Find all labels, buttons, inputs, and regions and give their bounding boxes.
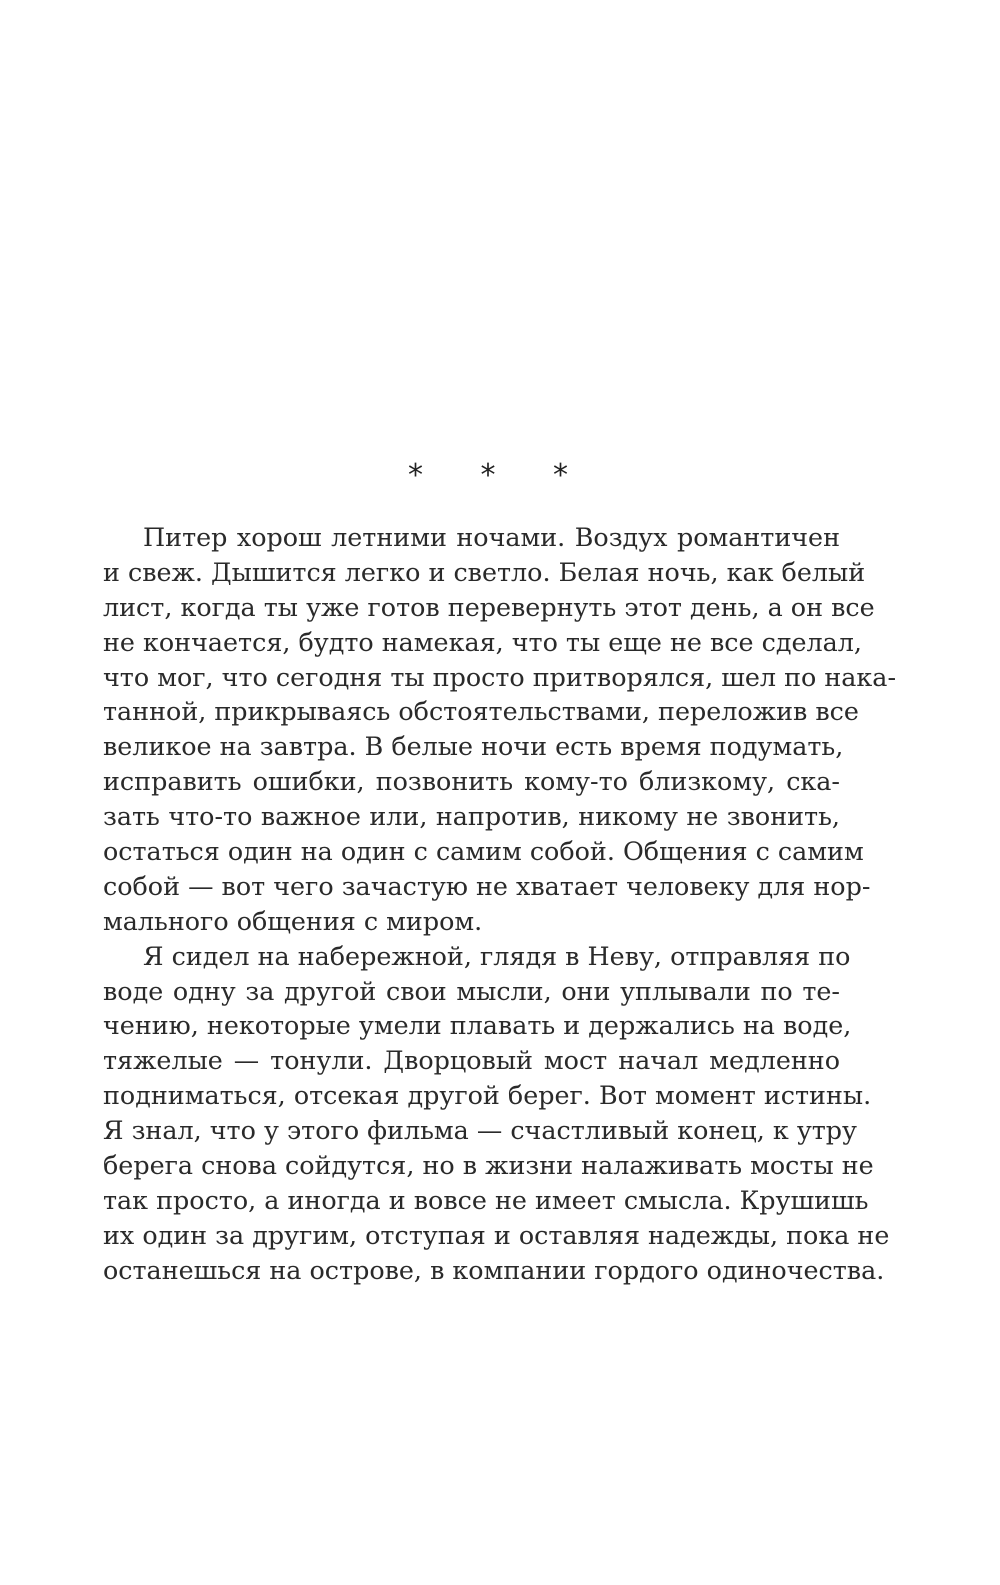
text-line: Я сидел на набережной, глядя в Неву, отправляя по: [143, 940, 851, 971]
text-line: тяжелые — тонули. Дворцовый мост начал медленно: [103, 1045, 840, 1076]
text-line: чению, некоторые умели плавать и держались на воде,: [103, 1010, 852, 1041]
text-line: воде одну за другой свои мысли, они уплывали по те-: [103, 975, 840, 1006]
text-line: подниматься, отсекая другой берег. Вот момент истины.: [103, 1080, 872, 1111]
paragraph-1: [103, 520, 897, 939]
text-line: и свеж. Дышится легко и светло. Белая ночь, как белый: [103, 556, 866, 587]
text-line: берега снова сойдутся, но в жизни налаживать мосты не: [103, 1150, 874, 1181]
section-separator: * * *: [407, 458, 593, 493]
text-line: собой — вот чего зачастую не хватает человеку для нор-: [103, 870, 871, 901]
text-line: зать что-то важное или, напротив, никому не звонить,: [103, 801, 840, 832]
text-line: не кончается, будто намекая, что ты еще не все сделал,: [103, 626, 862, 657]
body-text: [103, 520, 897, 1288]
text-line: великое на завтра. В белые ночи есть время подумать,: [103, 731, 844, 762]
text-line: их один за другим, отступая и оставляя надежды, пока не: [103, 1219, 890, 1250]
text-line: мального общения с миром.: [103, 905, 483, 936]
text-line: исправить ошибки, позвонить кому-то близкому, ска-: [103, 766, 840, 797]
text-line: Я знал, что у этого фильма — счастливый конец, к утру: [103, 1115, 857, 1146]
text-line: так просто, а иногда и вовсе не имеет смысла. Крушишь: [103, 1184, 869, 1215]
text-line: остаться один на один с самим собой. Общения с самим: [103, 836, 864, 867]
paragraph-2: [103, 939, 890, 1288]
text-line: танной, прикрываясь обстоятельствами, переложив все: [103, 696, 859, 727]
text-line: что мог, что сегодня ты просто притворялся, шел по нака-: [103, 661, 897, 692]
text-line: останешься на острове, в компании гордого одиночества.: [103, 1254, 885, 1285]
text-line: Питер хорош летними ночами. Воздух романтичен: [143, 522, 840, 552]
text-line: лист, когда ты уже готов перевернуть этот день, а он все: [103, 591, 875, 622]
